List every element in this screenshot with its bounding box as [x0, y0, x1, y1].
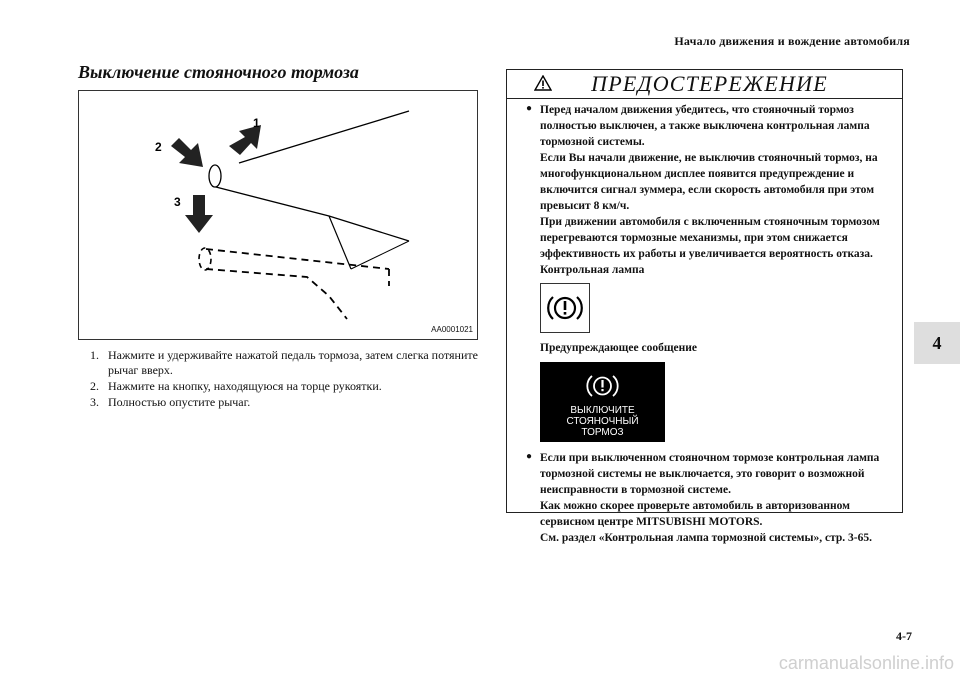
parking-brake-figure	[78, 90, 478, 340]
step-text: Нажмите и удерживайте нажатой педаль тормоза, затем слегка потяните рычаг вверх.	[108, 348, 478, 377]
brake-warning-display-icon	[540, 362, 665, 404]
warning-item-2	[507, 450, 902, 546]
step-text: Нажмите на кнопку, находящуюся на торце рукоятки.	[108, 379, 382, 393]
chapter-tab: 4	[914, 322, 960, 364]
bullet-icon: ●	[526, 103, 533, 114]
section-title: Выключение стояночного тормоза	[78, 62, 359, 82]
warning-text: При движении автомобиля с включенным стояночным тормозом перегреваются тормозные механизмы, при этом снижается эффективность их работы и увеличивается вероятность отказа.	[540, 216, 880, 260]
step-number: 1.	[90, 348, 99, 362]
message-label: Предупреждающее сообщение	[540, 342, 697, 354]
warning-triangle-icon	[534, 75, 552, 96]
brake-warning-lamp-icon	[540, 283, 590, 333]
step-item	[90, 379, 490, 394]
warning-text: Как можно скорее проверьте автомобиль в авторизованном сервисном центре MITSUBISHI MOTORS.	[540, 500, 850, 528]
page-number: 4-7	[896, 629, 912, 643]
callout-1: 1	[253, 116, 260, 130]
step-text: Полностью опустите рычаг.	[108, 395, 251, 409]
warning-text: Если Вы начали движение, не выключив стояночный тормоз, на многофункциональном дисплее появится предупреждение и включится сигнал зуммера, если скорость автомобиля при этом превысит 8 км/ч.	[540, 152, 878, 212]
step-item	[90, 348, 490, 378]
lamp-label: Контрольная лампа	[540, 264, 645, 276]
callout-3: 3	[174, 195, 181, 209]
warning-text: Если при выключенном стояночном тормозе контрольная лампа тормозной системы не выключается, это говорит о возможной неисправности в тормозной системе.	[540, 452, 880, 496]
bullet-icon: ●	[526, 451, 533, 462]
display-message-text: ВЫКЛЮЧИТЕ СТОЯНОЧНЫЙ ТОРМОЗ	[566, 405, 639, 438]
warning-item-1	[507, 102, 902, 442]
warning-title: ПРЕДОСТЕРЕЖЕНИЕ	[591, 71, 828, 96]
instruction-steps	[90, 348, 490, 411]
step-item	[90, 395, 490, 410]
page-header-title: Начало движения и вождение автомобиля	[674, 34, 910, 48]
step-number: 2.	[90, 379, 99, 393]
display-warning-message	[540, 362, 665, 442]
callout-2: 2	[155, 140, 162, 154]
warning-text: См. раздел «Контрольная лампа тормозной системы», стр. 3-65.	[540, 532, 872, 544]
warning-header	[507, 70, 902, 99]
warning-text: Перед началом движения убедитесь, что стояночный тормоз полностью выключен, а также выключена контрольная лампа тормозной системы.	[540, 104, 870, 148]
warning-box	[506, 69, 903, 544]
figure-code: AA0001021	[431, 325, 473, 334]
parking-brake-lever-illustration	[79, 91, 479, 341]
watermark: carmanualsonline.info	[778, 653, 954, 673]
step-number: 3.	[90, 395, 99, 409]
